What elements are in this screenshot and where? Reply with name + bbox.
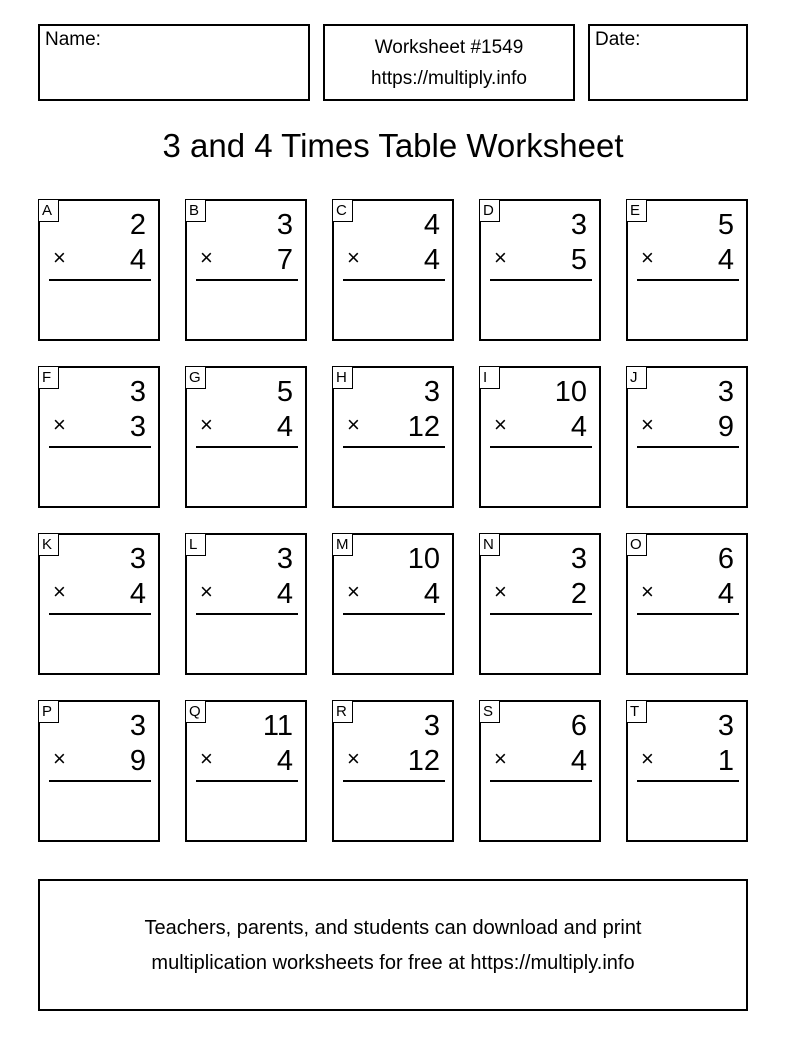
problem-letter: I: [479, 366, 500, 389]
problem-box[interactable]: [626, 366, 748, 508]
problem-box[interactable]: [38, 366, 160, 508]
times-sign: ×: [53, 579, 66, 604]
times-sign: ×: [53, 245, 66, 270]
multiplier: 2: [570, 578, 587, 610]
multiplier: 5: [570, 244, 587, 276]
times-sign: ×: [53, 746, 66, 771]
multiplicand: 10: [554, 376, 587, 408]
times-sign: ×: [347, 245, 360, 270]
multiplier: 4: [570, 745, 587, 777]
problem-letter: M: [332, 533, 353, 556]
answer-line: [196, 279, 298, 281]
times-sign: ×: [200, 245, 213, 270]
multiplicand: 5: [276, 376, 293, 408]
problem-box[interactable]: [626, 533, 748, 675]
times-sign: ×: [200, 412, 213, 437]
multiplicand: 3: [129, 543, 146, 575]
problem-letter: P: [38, 700, 59, 723]
multiplicand: 3: [129, 710, 146, 742]
problem-box[interactable]: [38, 533, 160, 675]
problem-box[interactable]: [479, 533, 601, 675]
multiplier: 12: [407, 411, 440, 443]
multiplicand: 3: [717, 376, 734, 408]
problem-letter: H: [332, 366, 353, 389]
answer-line: [637, 613, 739, 615]
problem-box[interactable]: [185, 533, 307, 675]
times-sign: ×: [494, 245, 507, 270]
multiplicand: 3: [129, 376, 146, 408]
multiplicand: 3: [717, 710, 734, 742]
date-field-box[interactable]: [588, 24, 748, 101]
answer-line: [49, 613, 151, 615]
times-sign: ×: [641, 245, 654, 270]
problem-box[interactable]: [479, 366, 601, 508]
problem-box[interactable]: [626, 700, 748, 842]
multiplier: 4: [276, 745, 293, 777]
problem-letter: F: [38, 366, 59, 389]
problem-box[interactable]: [332, 533, 454, 675]
problem-box[interactable]: [332, 700, 454, 842]
multiplicand: 3: [423, 376, 440, 408]
times-sign: ×: [347, 412, 360, 437]
problem-box[interactable]: [479, 199, 601, 341]
problem-letter: N: [479, 533, 500, 556]
problem-letter: Q: [185, 700, 206, 723]
answer-line: [343, 780, 445, 782]
answer-line: [343, 279, 445, 281]
worksheet-url: https://multiply.info: [371, 68, 527, 89]
answer-line: [49, 279, 151, 281]
problem-letter: O: [626, 533, 647, 556]
problem-letter: D: [479, 199, 500, 222]
multiplicand: 2: [129, 209, 146, 241]
multiplicand: 4: [423, 209, 440, 241]
multiplier: 4: [423, 578, 440, 610]
answer-line: [637, 780, 739, 782]
problem-box[interactable]: [332, 366, 454, 508]
problem-letter: R: [332, 700, 353, 723]
answer-line: [196, 780, 298, 782]
answer-line: [490, 780, 592, 782]
multiplicand: 3: [423, 710, 440, 742]
multiplicand: 3: [276, 209, 293, 241]
multiplier: 9: [717, 411, 734, 443]
multiplier: 4: [129, 578, 146, 610]
problem-letter: T: [626, 700, 647, 723]
multiplicand: 3: [276, 543, 293, 575]
multiplier: 4: [717, 578, 734, 610]
multiplier: 7: [276, 244, 293, 276]
footer-text-line-2: multiplication worksheets for free at https://multiply.info: [151, 952, 635, 974]
problem-letter: G: [185, 366, 206, 389]
page-title: 3 and 4 Times Table Worksheet: [162, 127, 624, 164]
problem-letter: B: [185, 199, 206, 222]
multiplier: 4: [717, 244, 734, 276]
multiplier: 3: [129, 411, 146, 443]
times-sign: ×: [641, 412, 654, 437]
multiplier: 4: [276, 411, 293, 443]
answer-line: [490, 446, 592, 448]
times-sign: ×: [494, 579, 507, 604]
name-label: Name:: [45, 29, 101, 50]
answer-line: [637, 279, 739, 281]
multiplier: 4: [570, 411, 587, 443]
worksheet-info-box: [323, 24, 575, 101]
times-sign: ×: [347, 579, 360, 604]
problem-box[interactable]: [185, 199, 307, 341]
problem-letter: S: [479, 700, 500, 723]
multiplicand: 6: [717, 543, 734, 575]
multiplicand: 3: [570, 543, 587, 575]
multiplicand: 10: [407, 543, 440, 575]
multiplier: 4: [129, 244, 146, 276]
problem-box[interactable]: [626, 199, 748, 341]
footer-box: [38, 879, 748, 1011]
problem-letter: A: [38, 199, 59, 222]
problem-box[interactable]: [332, 199, 454, 341]
multiplicand: 5: [717, 209, 734, 241]
answer-line: [49, 446, 151, 448]
times-sign: ×: [641, 579, 654, 604]
problem-letter: J: [626, 366, 647, 389]
problem-box[interactable]: [185, 700, 307, 842]
times-sign: ×: [200, 579, 213, 604]
times-sign: ×: [494, 746, 507, 771]
answer-line: [490, 279, 592, 281]
problem-letter: E: [626, 199, 647, 222]
worksheet-number: Worksheet #1549: [374, 37, 524, 58]
multiplicand: 6: [570, 710, 587, 742]
times-sign: ×: [347, 746, 360, 771]
answer-line: [490, 613, 592, 615]
answer-line: [49, 780, 151, 782]
multiplier: 1: [717, 745, 734, 777]
problem-box[interactable]: [38, 199, 160, 341]
times-sign: ×: [200, 746, 213, 771]
problem-letter: C: [332, 199, 353, 222]
name-field-box[interactable]: [38, 24, 310, 101]
problem-box[interactable]: [185, 366, 307, 508]
answer-line: [343, 446, 445, 448]
problem-box[interactable]: [479, 700, 601, 842]
times-sign: ×: [494, 412, 507, 437]
problem-box[interactable]: [38, 700, 160, 842]
multiplicand: 11: [262, 710, 293, 742]
footer-text-line-1: Teachers, parents, and students can download and print: [144, 917, 642, 939]
problem-letter: K: [38, 533, 59, 556]
multiplier: 4: [276, 578, 293, 610]
multiplicand: 3: [570, 209, 587, 241]
times-sign: ×: [641, 746, 654, 771]
answer-line: [343, 613, 445, 615]
multiplier: 4: [423, 244, 440, 276]
answer-line: [637, 446, 739, 448]
multiplier: 12: [407, 745, 440, 777]
problem-letter: L: [185, 533, 206, 556]
multiplier: 9: [129, 745, 146, 777]
answer-line: [196, 613, 298, 615]
date-label: Date:: [595, 29, 641, 50]
answer-line: [196, 446, 298, 448]
times-sign: ×: [53, 412, 66, 437]
